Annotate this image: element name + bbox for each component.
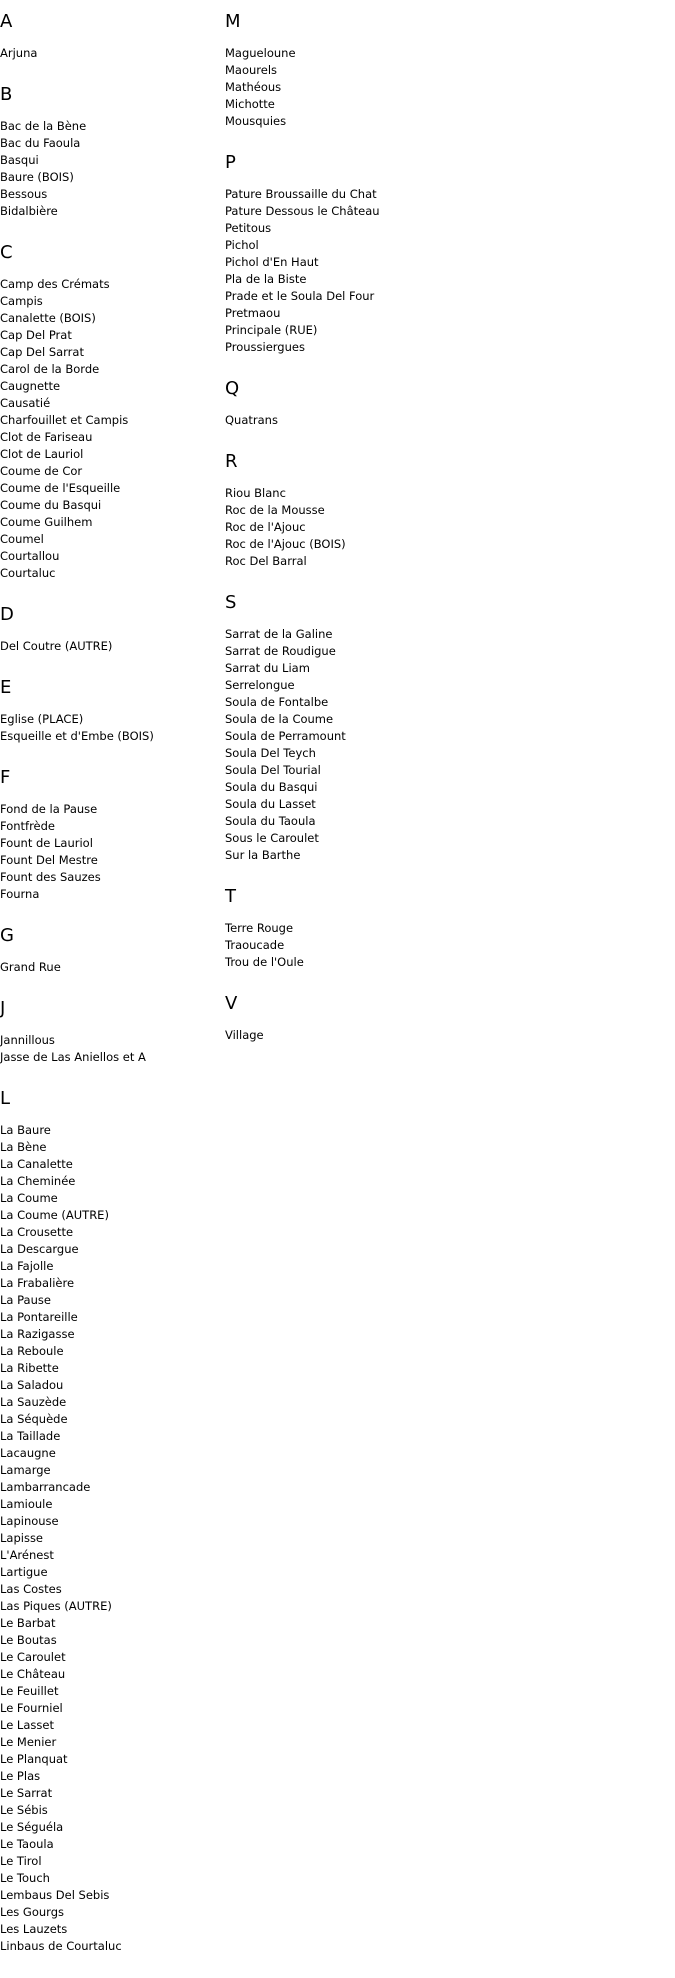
place-name-item: Jannillous xyxy=(0,1033,55,1047)
place-name-list xyxy=(225,1027,555,1044)
index-section-b xyxy=(0,85,220,220)
place-name-item: Caugnette xyxy=(0,379,61,393)
section-letter-heading: B xyxy=(0,84,13,105)
place-name-item: La Coume xyxy=(0,1191,58,1205)
place-name-item: Causatié xyxy=(0,396,51,410)
place-name-item: La Sauzède xyxy=(0,1395,67,1409)
place-name-item: Del Coutre (AUTRE) xyxy=(0,639,113,653)
place-name-item: Fontfrède xyxy=(0,819,56,833)
place-name-item: La Pontareille xyxy=(0,1310,78,1324)
index-section-s xyxy=(225,593,555,864)
place-name-item: Sarrat du Liam xyxy=(225,661,310,675)
place-name-item: Carol de la Borde xyxy=(0,362,100,376)
place-name-item: Les Lauzets xyxy=(0,1922,68,1936)
place-name-item: Soula du Basqui xyxy=(225,780,318,794)
index-section-r xyxy=(225,452,555,570)
place-name-item: Sarrat de Roudigue xyxy=(225,644,336,658)
place-name-item: La Descargue xyxy=(0,1242,79,1256)
place-name-item: Pretmaou xyxy=(225,306,281,320)
place-name-list xyxy=(0,45,220,62)
place-name-list xyxy=(225,485,555,570)
place-name-item: Traoucade xyxy=(225,938,285,952)
place-name-item: Le Caroulet xyxy=(0,1650,66,1664)
place-name-item: Mousquies xyxy=(225,114,287,128)
place-name-item: Proussiergues xyxy=(225,340,305,354)
place-name-item: Eglise (PLACE) xyxy=(0,712,84,726)
place-name-item: Lartigue xyxy=(0,1565,48,1579)
place-name-item: Fount de Lauriol xyxy=(0,836,93,850)
place-name-item: Esqueille et d'Embe (BOIS) xyxy=(0,729,154,743)
place-name-item: Le Sébis xyxy=(0,1803,48,1817)
place-name-item: Fount des Sauzes xyxy=(0,870,101,884)
place-name-list xyxy=(0,276,220,582)
index-section-v xyxy=(225,994,555,1044)
section-letter-heading: E xyxy=(0,677,12,698)
place-name-item: Lambarrancade xyxy=(0,1480,91,1494)
place-name-item: Roc de l'Ajouc (BOIS) xyxy=(225,537,346,551)
section-letter-heading: L xyxy=(0,1088,11,1109)
place-name-item: La Canalette xyxy=(0,1157,73,1171)
place-name-list xyxy=(225,626,555,864)
place-name-item: Coume de l'Esqueille xyxy=(0,481,121,495)
index-section-t xyxy=(225,887,555,971)
place-name-item: Mathéous xyxy=(225,80,282,94)
place-name-item: Quatrans xyxy=(225,413,278,427)
place-name-item: La Fajolle xyxy=(0,1259,54,1273)
place-name-item: La Bène xyxy=(0,1140,47,1154)
place-name-item: Canalette (BOIS) xyxy=(0,311,96,325)
place-name-item: Campis xyxy=(0,294,43,308)
place-name-item: La Coume (AUTRE) xyxy=(0,1208,109,1222)
place-name-item: Principale (RUE) xyxy=(225,323,318,337)
place-name-item: Le Barbat xyxy=(0,1616,56,1630)
place-name-item: Las Piques (AUTRE) xyxy=(0,1599,112,1613)
place-name-item: Pature Broussaille du Chat xyxy=(225,187,377,201)
place-name-item: Les Gourgs xyxy=(0,1905,64,1919)
place-name-item: Soula du Taoula xyxy=(225,814,316,828)
section-letter-heading: F xyxy=(0,767,11,788)
place-name-item: Clot de Fariseau xyxy=(0,430,93,444)
index-section-g xyxy=(0,926,220,976)
place-name-item: Lacaugne xyxy=(0,1446,56,1460)
place-name-item: Coume du Basqui xyxy=(0,498,102,512)
place-name-list xyxy=(225,412,555,429)
place-name-item: Le Feuillet xyxy=(0,1684,59,1698)
index-section-l xyxy=(0,1089,220,1955)
place-name-item: Le Planquat xyxy=(0,1752,68,1766)
index-section-a xyxy=(0,12,220,62)
place-name-item: La Taillade xyxy=(0,1429,61,1443)
place-name-item: Las Costes xyxy=(0,1582,62,1596)
place-name-item: Prade et le Soula Del Four xyxy=(225,289,375,303)
place-name-item: Basqui xyxy=(0,153,39,167)
place-name-item: Le Fourniel xyxy=(0,1701,63,1715)
index-section-m xyxy=(225,12,555,130)
place-name-item: Village xyxy=(225,1028,264,1042)
section-letter-heading: G xyxy=(0,925,14,946)
place-name-list xyxy=(0,801,220,903)
place-name-item: Le Menier xyxy=(0,1735,57,1749)
place-name-item: Sarrat de la Galine xyxy=(225,627,333,641)
place-name-item: Roc de l'Ajouc xyxy=(225,520,306,534)
place-name-list xyxy=(0,711,220,745)
place-name-item: Courtallou xyxy=(0,549,60,563)
place-name-item: Fount Del Mestre xyxy=(0,853,98,867)
place-name-item: La Saladou xyxy=(0,1378,64,1392)
place-name-list xyxy=(0,1122,220,1955)
section-letter-heading: M xyxy=(225,11,241,32)
index-section-d xyxy=(0,605,220,655)
place-name-item: La Baure xyxy=(0,1123,51,1137)
place-name-item: Riou Blanc xyxy=(225,486,286,500)
place-name-item: Le Taoula xyxy=(0,1837,54,1851)
place-name-item: Bessous xyxy=(0,187,48,201)
place-name-item: La Razigasse xyxy=(0,1327,75,1341)
place-name-item: Roc Del Barral xyxy=(225,554,307,568)
place-name-item: Trou de l'Oule xyxy=(225,955,304,969)
place-name-item: Michotte xyxy=(225,97,275,111)
section-letter-heading: P xyxy=(225,152,236,173)
place-name-item: Soula Del Teych xyxy=(225,746,316,760)
place-name-item: Clot de Lauriol xyxy=(0,447,84,461)
place-name-item: Fond de la Pause xyxy=(0,802,98,816)
place-name-item: Soula de Fontalbe xyxy=(225,695,329,709)
place-name-item: Pature Dessous le Château xyxy=(225,204,380,218)
place-name-item: Bac du Faoula xyxy=(0,136,81,150)
place-name-item: Le Séguéla xyxy=(0,1820,64,1834)
place-name-item: Petitous xyxy=(225,221,272,235)
place-name-item: Camp des Crémats xyxy=(0,277,110,291)
place-name-item: Cap Del Prat xyxy=(0,328,72,342)
place-name-item: Lapisse xyxy=(0,1531,44,1545)
place-name-item: Lamarge xyxy=(0,1463,51,1477)
place-name-item: Pla de la Biste xyxy=(225,272,307,286)
place-name-item: La Cheminée xyxy=(0,1174,76,1188)
place-name-item: Terre Rouge xyxy=(225,921,294,935)
place-name-item: Linbaus de Courtaluc xyxy=(0,1939,122,1953)
place-name-item: Pichol xyxy=(225,238,259,252)
place-name-item: La Crousette xyxy=(0,1225,74,1239)
place-name-item: Magueloune xyxy=(225,46,296,60)
section-letter-heading: Q xyxy=(225,378,240,399)
place-name-item: Le Château xyxy=(0,1667,66,1681)
place-name-item: Pichol d'En Haut xyxy=(225,255,319,269)
section-letter-heading: C xyxy=(0,242,13,263)
section-letter-heading: T xyxy=(225,886,236,907)
place-name-item: Coumel xyxy=(0,532,44,546)
index-section-f xyxy=(0,768,220,903)
place-name-item: Lapinouse xyxy=(0,1514,59,1528)
place-name-item: Charfouillet et Campis xyxy=(0,413,129,427)
section-letter-heading: R xyxy=(225,451,238,472)
place-name-item: Lamioule xyxy=(0,1497,53,1511)
place-name-item: Soula de la Coume xyxy=(225,712,334,726)
place-name-item: Baure (BOIS) xyxy=(0,170,74,184)
place-name-item: Serrelongue xyxy=(225,678,295,692)
place-name-item: La Ribette xyxy=(0,1361,59,1375)
place-name-item: La Reboule xyxy=(0,1344,64,1358)
place-name-item: L'Arénest xyxy=(0,1548,54,1562)
place-name-item: Sous le Caroulet xyxy=(225,831,319,845)
right-column xyxy=(225,0,555,1067)
index-section-c xyxy=(0,243,220,582)
index-section-p xyxy=(225,153,555,356)
place-name-item: Jasse de Las Aniellos et A xyxy=(0,1050,146,1064)
place-name-item: Coume Guilhem xyxy=(0,515,93,529)
place-name-list xyxy=(225,45,555,130)
place-name-item: Soula du Lasset xyxy=(225,797,316,811)
place-name-item: Cap Del Sarrat xyxy=(0,345,84,359)
place-name-item: Coume de Cor xyxy=(0,464,83,478)
place-name-item: Courtaluc xyxy=(0,566,56,580)
place-name-item: Soula de Perramount xyxy=(225,729,346,743)
place-name-item: Roc de la Mousse xyxy=(225,503,325,517)
place-name-item: Grand Rue xyxy=(0,960,61,974)
index-section-q xyxy=(225,379,555,429)
place-name-list xyxy=(0,638,220,655)
place-name-item: Maourels xyxy=(225,63,278,77)
place-name-item: La Frabalière xyxy=(0,1276,75,1290)
place-name-item: Sur la Barthe xyxy=(225,848,301,862)
place-name-item: La Pause xyxy=(0,1293,51,1307)
place-name-list xyxy=(225,186,555,356)
place-name-list xyxy=(225,920,555,971)
place-name-item: Le Sarrat xyxy=(0,1786,53,1800)
place-name-item: Lembaus Del Sebis xyxy=(0,1888,110,1902)
index-section-e xyxy=(0,678,220,745)
place-name-item: Le Tirol xyxy=(0,1854,42,1868)
place-name-item: Le Plas xyxy=(0,1769,41,1783)
section-letter-heading: S xyxy=(225,592,237,613)
place-name-item: Le Boutas xyxy=(0,1633,57,1647)
place-name-item: Soula Del Tourial xyxy=(225,763,321,777)
section-letter-heading: J xyxy=(0,998,6,1019)
left-column xyxy=(0,0,220,1978)
index-section-j xyxy=(0,999,220,1066)
place-name-item: Bidalbière xyxy=(0,204,58,218)
place-name-item: Bac de la Bène xyxy=(0,119,87,133)
place-name-item: Fourna xyxy=(0,887,40,901)
place-name-list xyxy=(0,1032,220,1066)
place-name-item: Arjuna xyxy=(0,46,38,60)
place-name-item: Le Touch xyxy=(0,1871,50,1885)
place-name-list xyxy=(0,959,220,976)
place-name-list xyxy=(0,118,220,220)
section-letter-heading: V xyxy=(225,993,238,1014)
place-name-item: Le Lasset xyxy=(0,1718,54,1732)
place-name-item: La Séquède xyxy=(0,1412,68,1426)
section-letter-heading: D xyxy=(0,604,14,625)
section-letter-heading: A xyxy=(0,11,13,32)
